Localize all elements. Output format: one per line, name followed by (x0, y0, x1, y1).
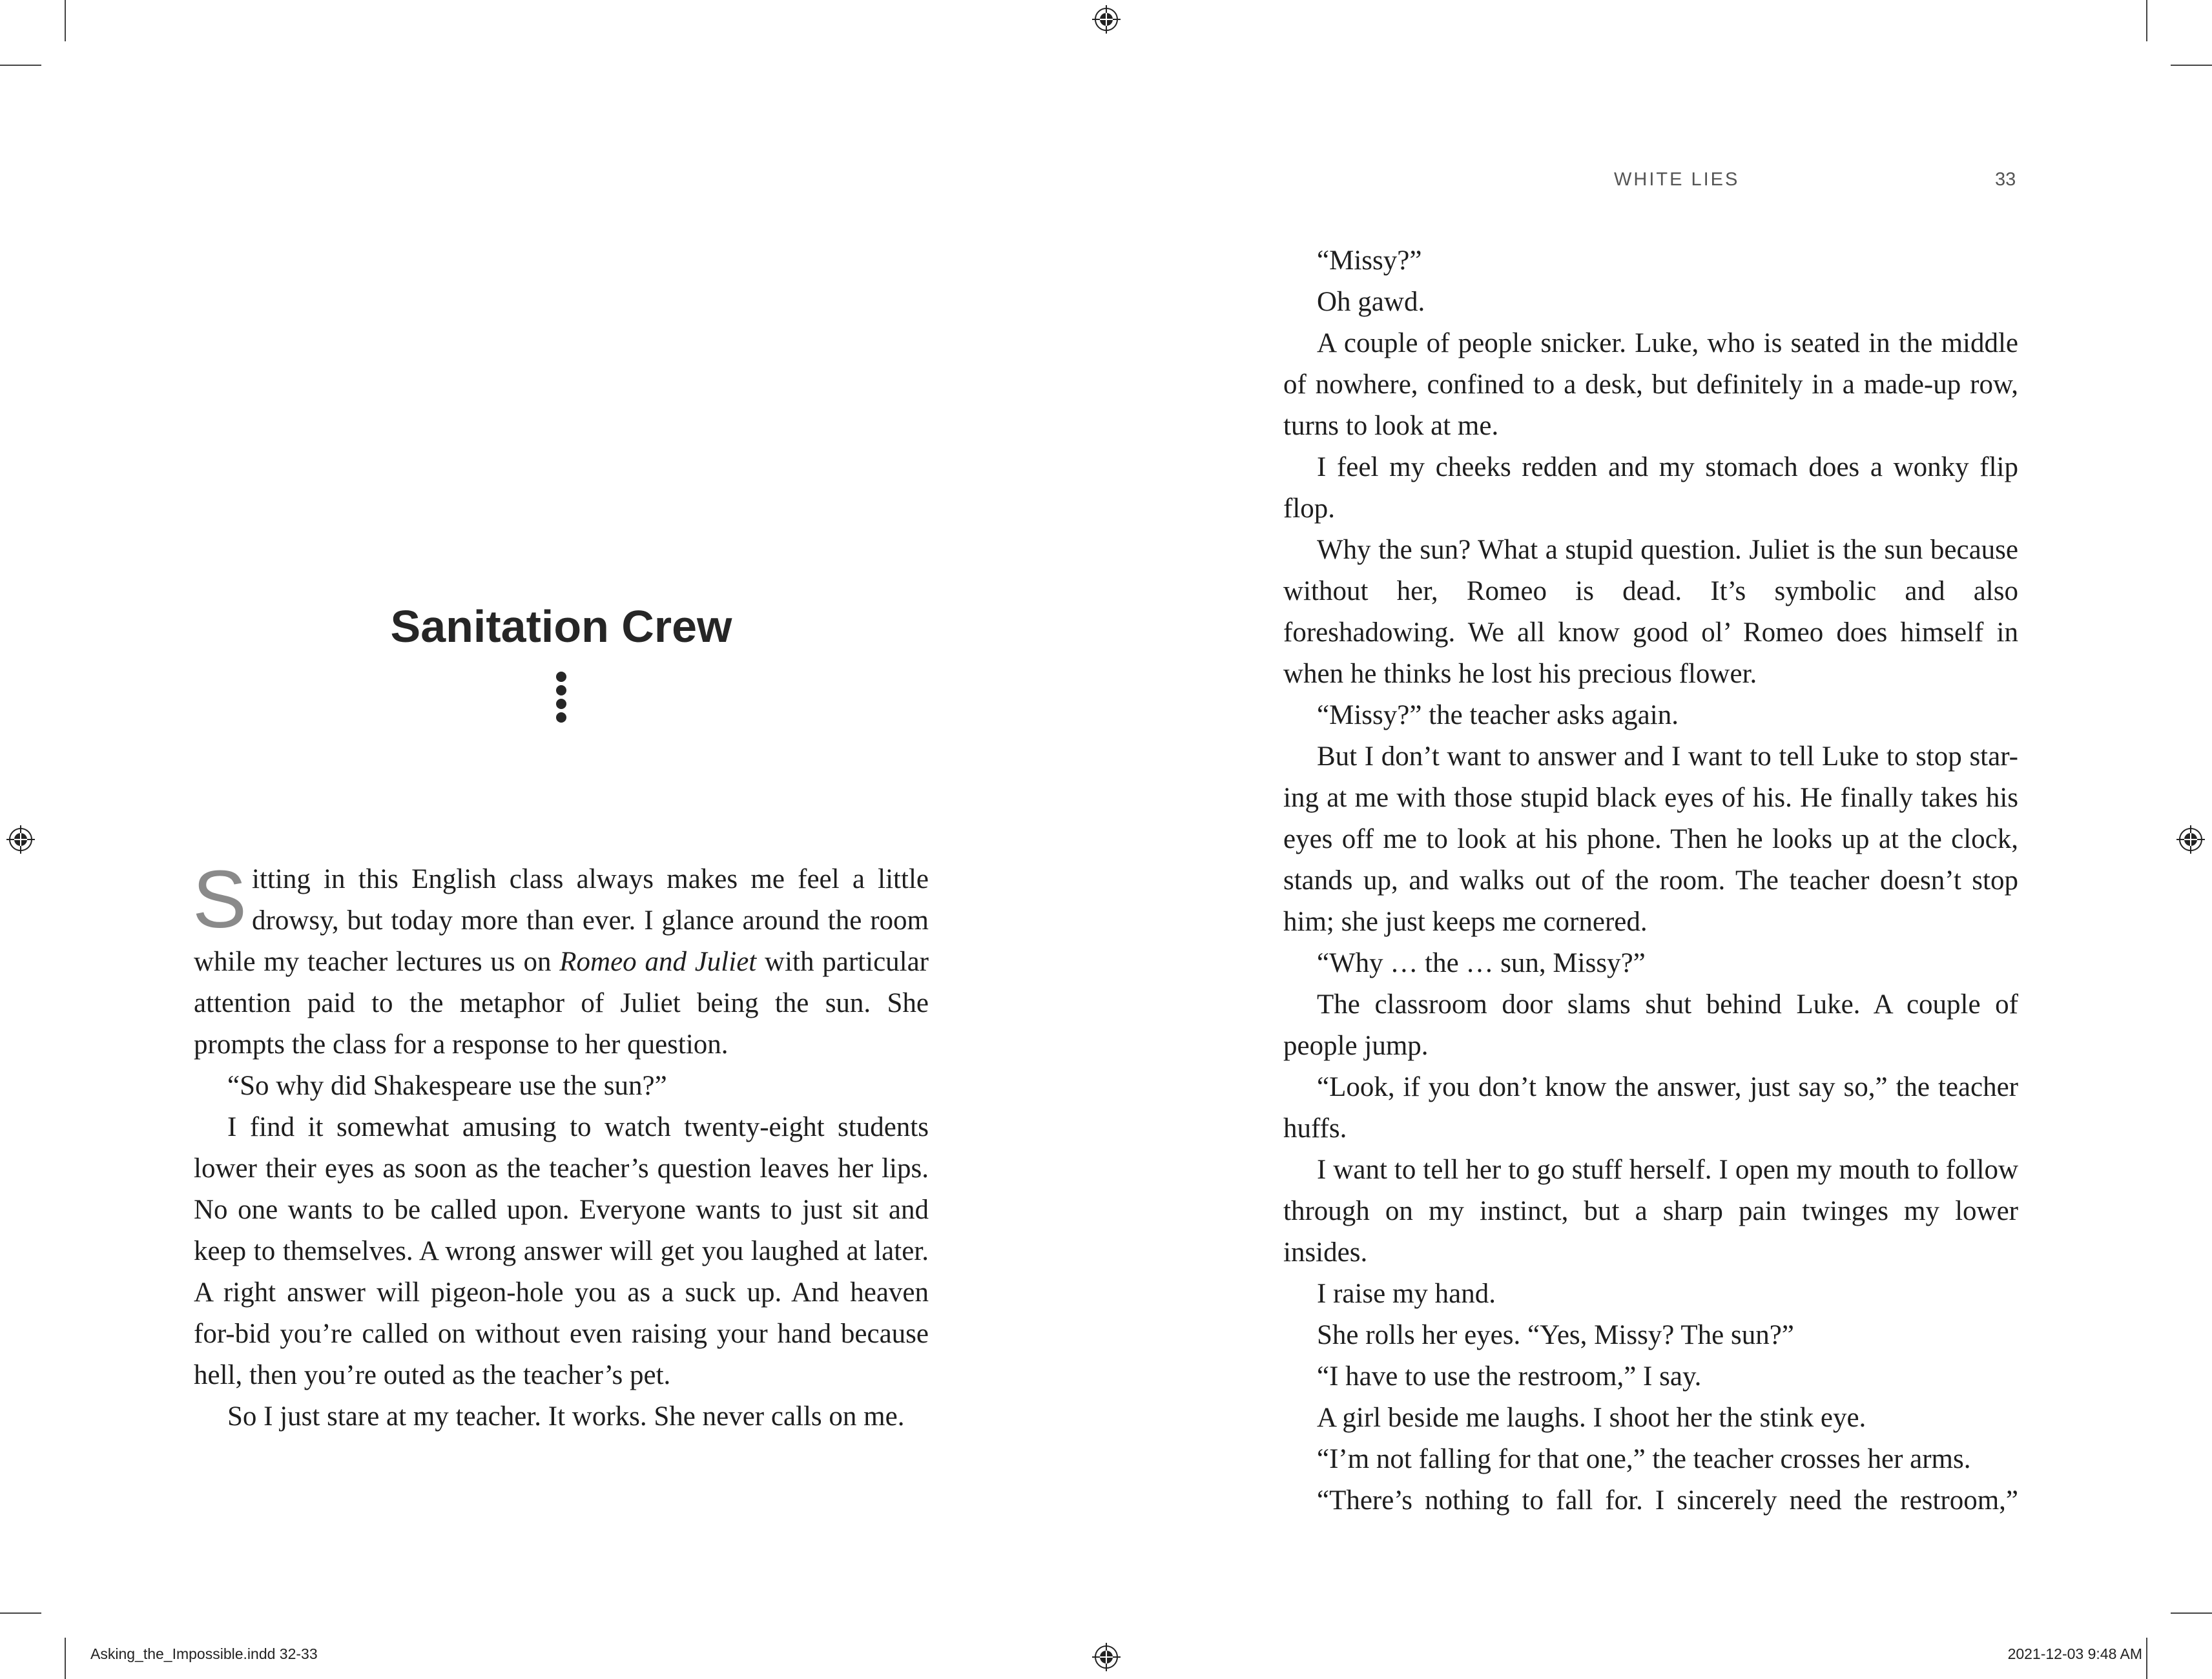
registration-mark-icon (2176, 825, 2205, 854)
crop-mark (2146, 0, 2147, 41)
paragraph: “Why … the … sun, Missy?” (1317, 948, 1646, 978)
paragraph: She rolls her eyes. “Yes, Missy? The sun?” (1317, 1320, 1794, 1350)
crop-mark (2171, 1612, 2212, 1614)
page-number: 33 (1995, 169, 2016, 190)
paragraph: “There’s nothing to fall for. I sincerely need the restroom,” (1317, 1485, 2018, 1516)
paragraph: The classroom door slams shut behind Luke. A couple of people jump. (1283, 989, 2018, 1061)
registration-mark-icon (6, 825, 35, 854)
right-page (1283, 0, 2018, 1679)
paragraph-text: itting in this English class always makes me feel a little drowsy, but today more than ever. I glance around the room while my teacher lectures us on (194, 864, 929, 977)
crop-mark (0, 1612, 41, 1614)
italic-book-title: Romeo and Juliet (559, 947, 757, 977)
paragraph: I want to tell her to go stuff herself. I open my mouth to follow through on my instinct, but a sharp pain twinges my lower insides. (1283, 1155, 2018, 1268)
paragraph: Oh gawd. (1317, 287, 1425, 317)
paragraph: Why the sun? What a stupid question. Juliet is the sun because without her, Romeo is dead. It’s symbolic and also foreshadowing. We all know good ol’ Romeo does himself in when he thinks he lost his precious flower. (1283, 535, 2018, 689)
chapter-body (192, 854, 929, 1437)
paragraph: I find it somewhat amusing to watch twenty-eight students lower their eyes as soon as the teacher’s question leaves her lips. No one wants to be called upon. Everyone wants to just sit and keep to themselves. A wrong answer will get you laughed at later. A right answer will pigeon-hole you as a suck up. And heaven for-bid you’re called on without even raising your hand because hell, then you’re outed as the teacher’s pet. (194, 1112, 929, 1390)
paragraph: “I have to use the restroom,” I say. (1317, 1361, 1702, 1392)
paragraph: “Missy?” the teacher asks again. (1317, 700, 1679, 730)
paragraph: “Missy?” (1317, 245, 1422, 276)
paragraph: I raise my hand. (1317, 1279, 1496, 1309)
opening-paragraph (192, 854, 929, 1066)
chapter-ornament-icon (550, 672, 573, 721)
crop-mark (65, 1638, 66, 1679)
paragraph: “I’m not falling for that one,” the teacher crosses her arms. (1317, 1444, 1971, 1474)
drop-cap: S (192, 854, 247, 945)
crop-mark (2146, 1638, 2147, 1679)
page-body (1283, 240, 2018, 1521)
slug-file-name: Asking_the_Impossible.indd 32-33 (90, 1645, 318, 1662)
paragraph: But I don’t want to answer and I want to tell Luke to stop star-ing at me with those stupid black eyes of his. He finally takes his eyes off me to look at his phone. Then he looks up at the clock, stands up, and walks out of the room. The teacher doesn’t stop him; she just keeps me cornered. (1283, 741, 2018, 937)
paragraph: A girl beside me laughs. I shoot her the stink eye. (1317, 1403, 1866, 1433)
paragraph: I feel my cheeks redden and my stomach does a wonky flip flop. (1283, 452, 2018, 524)
paragraph: “So why did Shakespeare use the sun?” (227, 1071, 667, 1101)
crop-mark (65, 0, 66, 41)
registration-mark-icon (1092, 5, 1121, 34)
paragraph: So I just stare at my teacher. It works. She never calls on me. (227, 1401, 905, 1432)
running-head: WHITE LIES (1614, 169, 1740, 190)
left-page (194, 0, 929, 1679)
registration-mark-icon (1092, 1643, 1121, 1671)
crop-mark (2171, 65, 2212, 66)
paragraph: A couple of people snicker. Luke, who is seated in the middle of nowhere, confined to a desk, but definitely in a made-up row, turns to look at me. (1283, 328, 2018, 441)
paragraph-text: with particular attention paid to the metaphor of Juliet being the sun. She prompts the class for a response to her question. (194, 947, 929, 1060)
paragraph: “Look, if you don’t know the answer, just say so,” the teacher huffs. (1283, 1072, 2018, 1144)
chapter-title: Sanitation Crew (390, 601, 732, 652)
slug-timestamp: 2021-12-03 9:48 AM (2007, 1645, 2142, 1662)
crop-mark (0, 65, 41, 66)
